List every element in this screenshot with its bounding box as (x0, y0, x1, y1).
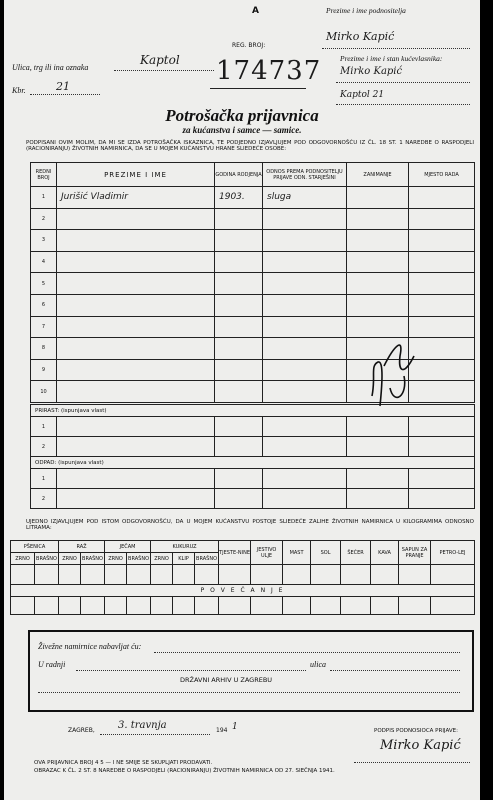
reg-number: 174737 (216, 56, 322, 86)
person-relation (263, 273, 347, 295)
purchase-dots-1 (154, 652, 460, 653)
purchase-dots-4 (38, 692, 460, 693)
sub-col: BRAŠNO (35, 553, 59, 565)
sub-col: ZRNO (105, 553, 127, 565)
col-zanimanje: ZANIMANJE (347, 163, 409, 187)
person-name (57, 338, 215, 360)
date-handwritten: 3. travnja (118, 720, 167, 731)
col-sapun: SAPUN ZA PRANJE (399, 541, 431, 565)
person-relation (263, 251, 347, 273)
place-label: ZAGREB, (68, 727, 95, 734)
landlord-line-1 (336, 82, 470, 83)
form-title: Potrošačka prijavnica (165, 106, 319, 125)
col-sol: SOL (311, 541, 341, 565)
col-mjesto-rada: MJESTO RADA (409, 163, 475, 187)
person-row (31, 273, 475, 295)
purchase-dots-3 (330, 670, 460, 671)
kbr-label: Kbr. (12, 86, 26, 95)
person-occupation (347, 316, 409, 338)
person-birth-year (215, 230, 263, 252)
person-name (57, 359, 215, 381)
footer-note-1: OVA PRIJAVNICA BROJ 4 5 — I NE SMIJE SE SKUPLJATI PRODAVATI. (34, 760, 213, 766)
col-prezime-ime: PREZIME I IME (57, 163, 215, 187)
person-row (31, 208, 475, 230)
person-workplace (409, 273, 475, 295)
sub-col: ZRNO (59, 553, 81, 565)
person-relation (263, 381, 347, 403)
kbr-line (30, 94, 100, 95)
person-name (57, 230, 215, 252)
person-name: Jurišić Vladimir (57, 187, 215, 209)
owner-value: Mirko Kapić (326, 30, 395, 43)
prirast-row-num: 1 (31, 417, 57, 437)
person-row-num: 4 (31, 251, 57, 273)
person-birth-year: 1903. (215, 187, 263, 209)
col-petrolej: PETRO-LEJ (431, 541, 475, 565)
form-letter: A (252, 6, 259, 16)
landlord-line-2 (336, 104, 470, 105)
person-relation (263, 359, 347, 381)
person-relation (263, 338, 347, 360)
person-relation (263, 294, 347, 316)
signature-line (354, 762, 470, 763)
footer-note-2: OBRAZAC K ČL. 2 ST. 8 NAREDBE O RASPODJELI (RACIONIRANJU) ŽIVOTNIH NAMIRNICA OD 27. SIEČNJA 1941. (34, 768, 335, 774)
person-birth-year (215, 208, 263, 230)
sub-col: BRAŠNO (127, 553, 151, 565)
supplies-table (10, 540, 475, 615)
person-row (31, 294, 475, 316)
person-occupation (347, 208, 409, 230)
person-name (57, 251, 215, 273)
signature-label: PODPIS PODNOSIOCA PRIJAVE: (374, 728, 458, 734)
odpad-label: ODPAD: (ispunjava vlast) (31, 457, 475, 469)
person-occupation (347, 187, 409, 209)
street-line (114, 70, 214, 71)
person-workplace (409, 230, 475, 252)
person-birth-year (215, 381, 263, 403)
year-handwritten: 1 (232, 722, 238, 732)
purchase-ulica: ulica (310, 660, 326, 669)
person-relation (263, 230, 347, 252)
person-row-num: 8 (31, 338, 57, 360)
col-redni-broj: REDNI BROJ (31, 163, 57, 187)
person-occupation (347, 273, 409, 295)
reg-number-underline (210, 88, 306, 89)
sub-col: ZRNO (11, 553, 35, 565)
col-mast: MAST (283, 541, 311, 565)
odpad-row-num: 2 (31, 489, 57, 509)
col-jestivo-ulje: JESTIVO ULJE (251, 541, 283, 565)
group-raz: RAŽ (59, 541, 105, 553)
person-row (31, 230, 475, 252)
group-psenica: PŠENICA (11, 541, 59, 553)
landlord-value: Mirko Kapić (340, 66, 403, 77)
street-label: Ulica, trg ili ina oznaka (12, 63, 89, 72)
signature: Mirko Kapić (380, 738, 461, 753)
povecanje-label: P O V E Ć A N J E (11, 585, 475, 597)
sub-col: ZRNO (151, 553, 173, 565)
person-workplace (409, 187, 475, 209)
person-occupation (347, 251, 409, 273)
person-relation (263, 316, 347, 338)
person-row-num: 7 (31, 316, 57, 338)
person-relation: sluga (263, 187, 347, 209)
purchase-u-radnji: U radnji (38, 660, 66, 669)
sub-col: BRAŠNO (195, 553, 219, 565)
person-row-num: 9 (31, 359, 57, 381)
group-kukuruz: KUKURUZ (151, 541, 219, 553)
year-prefix: 194 (216, 727, 228, 734)
landlord-label: Prezime i ime i stan kućevlasnika: (340, 54, 443, 63)
person-row (31, 316, 475, 338)
supplies-declaration: UJEDNO IZJAVLJUJEM POD ISTOM ODGOVORNOŠĆU, DA U MOJEM KUĆANSTVU POSTOJE SLIEDEĆE ZALIHE ŽIVOTNIH NAMIRNICA U KILOGRAMIMA ODNOSNO LITRAMA: (26, 519, 474, 531)
col-odnos: ODNOS PREMA PODNOSITELJU PRIJAVE ODN. STARJEŠINI (263, 163, 347, 187)
prirast-row-num: 2 (31, 437, 57, 457)
col-kava: KAVA (371, 541, 399, 565)
kbr-value: 21 (56, 80, 70, 93)
form-subtitle: za kućanstva i samce — samice. (182, 125, 302, 135)
person-occupation (347, 230, 409, 252)
street-value: Kaptol (140, 53, 180, 67)
person-birth-year (215, 359, 263, 381)
owner-label: Prezime i ime podnositelja (326, 6, 406, 15)
person-row-num: 2 (31, 208, 57, 230)
person-workplace (409, 208, 475, 230)
person-workplace (409, 294, 475, 316)
prirast-table (30, 404, 475, 509)
person-name (57, 273, 215, 295)
date-line (100, 734, 210, 735)
person-birth-year (215, 316, 263, 338)
prirast-label: PRIRAST: (ispunjava vlast) (31, 405, 475, 417)
archive-stamp: DRŽAVNI ARHIV U ZAGREBU (180, 676, 273, 684)
sub-col: BRAŠNO (81, 553, 105, 565)
person-row (31, 187, 475, 209)
person-row-num: 3 (31, 230, 57, 252)
declaration-text: PODPISANI OVIM MOLIM, DA MI SE IZDA POTROŠAČKA ISKAZNICA, TE PODJEDNO IZJAVLJUJEM POD ODGOVORNOŠĆU IZ ČL. 18 ST. 1 NAREDBE O RASPODJELI (RACIONIRANJU) ŽIVOTNIH NAMIRNICA, DA SE U MOJEM KUĆANSTVU HRANE SLIEDEĆE OSOBE: (26, 140, 474, 152)
person-name (57, 316, 215, 338)
person-row (31, 251, 475, 273)
person-row-num: 6 (31, 294, 57, 316)
person-birth-year (215, 294, 263, 316)
odpad-row-num: 1 (31, 469, 57, 489)
person-birth-year (215, 273, 263, 295)
purchase-dots-2 (76, 670, 306, 671)
purchase-line-1: Živežne namirnice nabavljat ću: (38, 642, 142, 651)
reg-broj-label: REG. BROJ: (232, 42, 266, 49)
person-name (57, 294, 215, 316)
person-row-num: 10 (31, 381, 57, 403)
person-birth-year (215, 338, 263, 360)
person-name (57, 208, 215, 230)
owner-line (322, 48, 470, 49)
official-mark (364, 336, 424, 416)
sub-col: KLIP (173, 553, 195, 565)
person-row-num: 1 (31, 187, 57, 209)
col-tjestenine: TJESTE-NINE (219, 541, 251, 565)
landlord-address: Kaptol 21 (340, 90, 385, 100)
col-secer: ŠEĆER (341, 541, 371, 565)
form-sheet (4, 0, 480, 800)
person-occupation (347, 294, 409, 316)
person-birth-year (215, 251, 263, 273)
person-workplace (409, 316, 475, 338)
person-row-num: 5 (31, 273, 57, 295)
person-name (57, 381, 215, 403)
group-jecam: JEČAM (105, 541, 151, 553)
person-workplace (409, 251, 475, 273)
col-godina: GODINA RODJENJA (215, 163, 263, 187)
person-relation (263, 208, 347, 230)
